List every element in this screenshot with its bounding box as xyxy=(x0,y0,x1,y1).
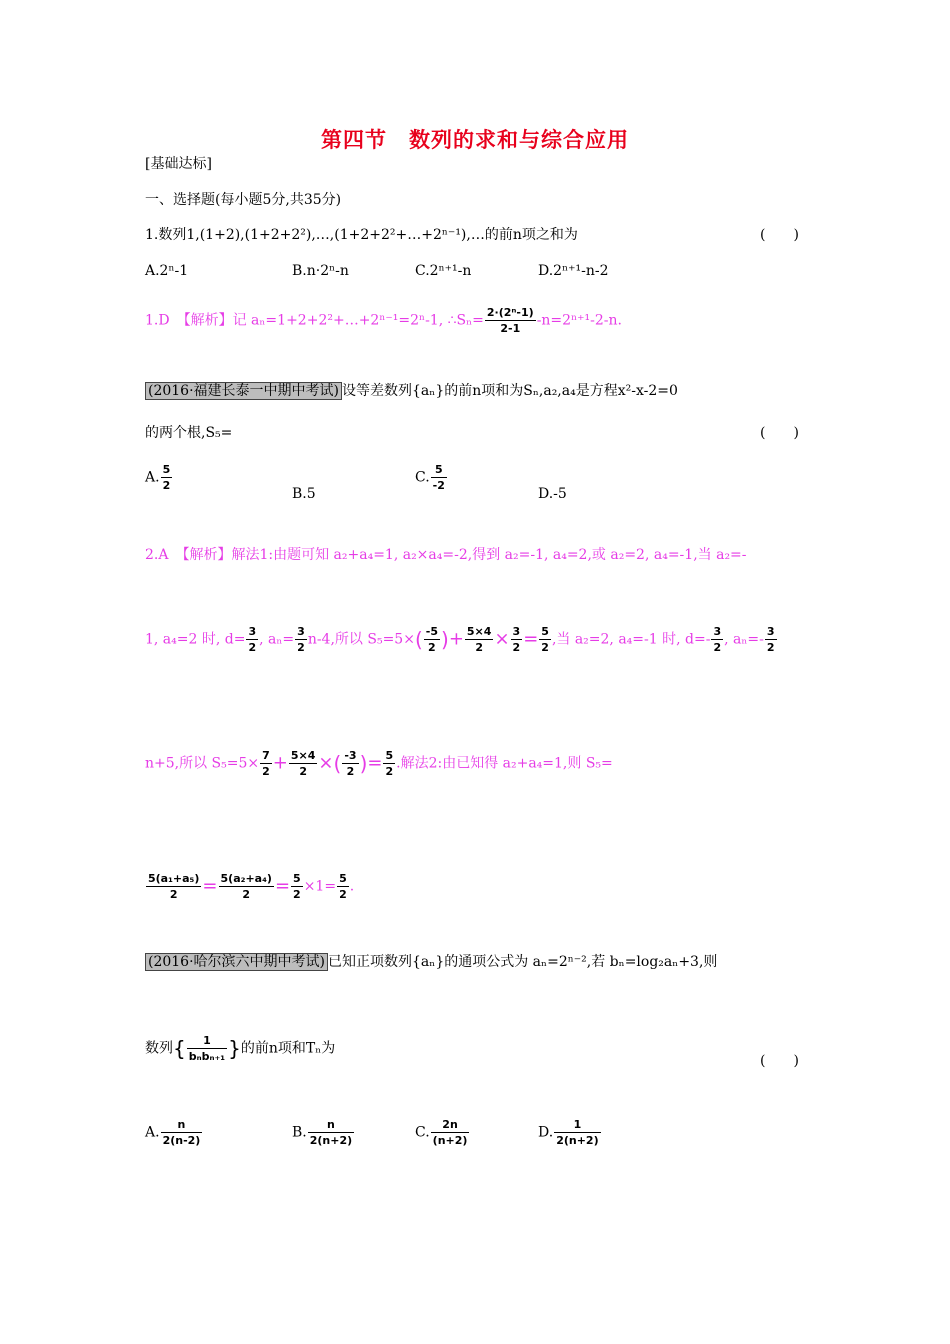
section-label: [基础达标] xyxy=(145,156,212,172)
q2-stem-text: 设等差数列{aₙ}的前n项和为Sₙ,a₂,a₄是方程x²-x-2=0 xyxy=(342,383,678,399)
q1-stem: 1.数列1,(1+2),(1+2+2²),…,(1+2+2²+…+2ⁿ⁻¹),…的前n项之和为 xyxy=(145,227,578,243)
q2-option-c-fraction: $\frac{5}{-2}$ xyxy=(432,463,445,492)
q1-solution xyxy=(145,306,622,335)
q1-solution-fraction: $\frac{\text{2·(2ⁿ-1)}}{2-1}$ xyxy=(486,306,534,335)
q3-answer-paren: ( ) xyxy=(760,1053,799,1069)
q1-answer-paren: ( ) xyxy=(760,227,799,243)
q3-source-tag: (2016·哈尔滨六中期中考试) xyxy=(145,953,328,971)
q2-stem xyxy=(145,382,678,400)
q1-option-c: C.2ⁿ⁺¹-n xyxy=(415,263,472,279)
q1-solution-suffix: -n=2ⁿ⁺¹-2-n. xyxy=(536,312,622,329)
q3-stem-text: 已知正项数列{aₙ}的通项公式为 aₙ=2ⁿ⁻²,若 bₙ=log₂aₙ+3,则 xyxy=(328,954,718,970)
q2-solution-line1: 2.A 【解析】解法1:由题可知 a₂+a₄=1, a₂×a₄=-2,得到 a₂=-1, a₄=2,或 a₂=2, a₄=-1,当 a₂=- xyxy=(145,547,747,563)
q1-solution-prefix: 1.D 【解析】记 aₙ=1+2+2²+…+2ⁿ⁻¹=2ⁿ-1, ∴Sₙ= xyxy=(145,312,484,329)
q3-stem xyxy=(145,953,717,971)
q2-stem-line2: 的两个根,S₅= xyxy=(145,425,233,441)
q2-solution-line3: n+5,所以 S₅=5× $\frac{7}{2}$ + $\frac{5\times 4}{2}$ ×( $\frac{-3}{2}$ )= $\frac{5}{2}$ .解法2:由已知得 a₂+a₄=1,则 S₅= xyxy=(145,749,613,778)
q1-option-d: D.2ⁿ⁺¹-n-2 xyxy=(538,263,609,279)
q3-option-c: C. $\frac{2n}{(n+2)}$ xyxy=(415,1118,468,1147)
q3-option-b: B. $\frac{n}{2(n+2)}$ xyxy=(292,1118,353,1147)
q3-option-a: A. $\frac{n}{2(n-2)}$ xyxy=(145,1118,201,1147)
q3-stem-line2: 数列{ $\frac{1}{\text{bₙbₙ₊₁}}$ }的前n项和Tₙ为 xyxy=(145,1034,336,1063)
q2-answer-paren: ( ) xyxy=(760,425,799,441)
q2-option-a: A. $\frac{5}{2}$ xyxy=(145,463,171,492)
q2-option-c: C. $\frac{5}{-2}$ xyxy=(415,463,445,492)
q3-option-d: D. $\frac{1}{2(n+2)}$ xyxy=(538,1118,599,1147)
page-title: 第四节 数列的求和与综合应用 xyxy=(321,128,629,152)
q2-option-d: D.-5 xyxy=(538,486,567,502)
q2-source-tag: (2016·福建长泰一中期中考试) xyxy=(145,382,342,400)
q2-option-a-fraction: $\frac{5}{2}$ xyxy=(162,463,171,492)
part-heading: 一、选择题(每小题5分,共35分) xyxy=(145,192,342,208)
q2-solution-line4: $\frac{\text{5(a₁+a₅)}}{2}$ = $\frac{\text{5(a₂+a₄)}}{2}$ = $\frac{5}{2}$ ×1= $\frac{5}{2}$ . xyxy=(148,872,355,901)
q2-option-b: B.5 xyxy=(292,486,316,502)
q1-option-b: B.n·2ⁿ-n xyxy=(292,263,349,279)
q1-option-a: A.2ⁿ-1 xyxy=(145,263,189,279)
q2-solution-line2: 1, a₄=2 时, d= $\frac{3}{2}$ , aₙ= $\frac{3}{2}$ n-4,所以 S₅=5×( $\frac{-5}{2}$ )+ $\frac{5\times 4}{2}$ × $\frac{3}{2}$ = $\frac{5}{2}$ ,当 a₂=2, a₄=-1 时, d=- $\frac{3}{2}$ , aₙ=- $\frac{3}{2}$ xyxy=(145,625,775,654)
